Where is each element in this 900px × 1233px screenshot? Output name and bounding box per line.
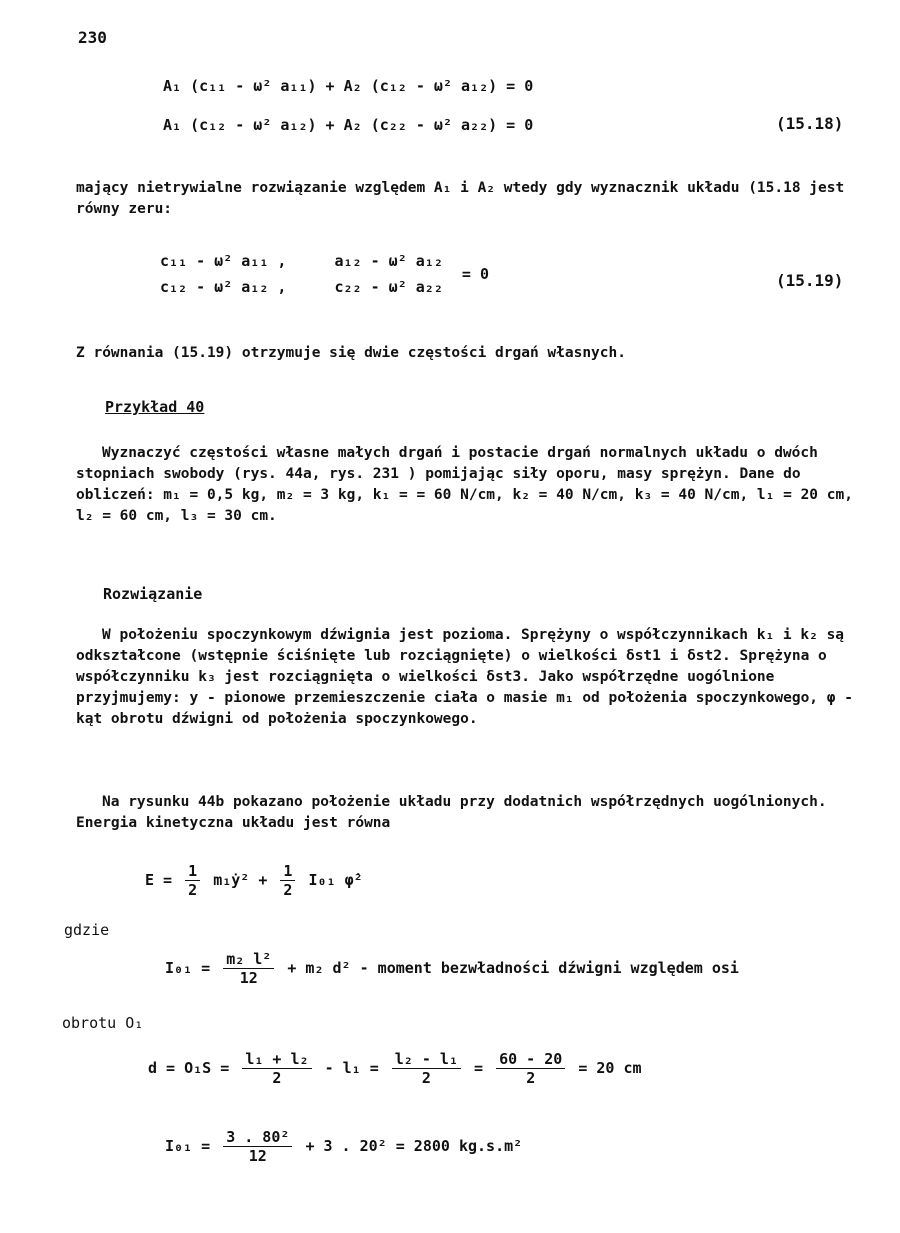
equation-inertia-value [165,1128,522,1165]
energy-term-2: I₀₁ φ̇² [308,871,363,889]
solution-paragraph-2 [76,792,856,834]
inertia-lhs: I₀₁ = [165,959,211,977]
energy-lhs: E = [145,871,173,889]
solution-paragraph-2-text: Na rysunku 44b pokazano położenie układu przy dodatnich współrzędnych uogólnionych. Energia kinetyczna układu jest równa [76,794,827,831]
fraction-numerator: 1 [280,862,295,881]
equation-number-15-19: (15.19) [776,271,844,290]
fraction-denominator: 2 [188,881,198,899]
paragraph-determinant-condition: mający nietrywialne rozwiązanie względem A₁ i A₂ wtedy gdy wyznacznik układu (15.18 jest równy zeru: [76,180,845,217]
fraction-one-half [185,862,200,899]
fraction-numerator: l₂ - l₁ [392,1050,461,1069]
fraction-numerator: l₁ + l₂ [242,1050,311,1069]
solution-paragraph-1-text: W położeniu spoczynkowym dźwignia jest pozioma. Sprężyny o współczynnikach k₁ i k₂ są odkształcone (wstępnie ściśnięte lub rozciągnięte) o wielkości δst1 i δst2. Sprężyna o współczynniku k₃ jest rozciągnięta o wielkości δst3. Jako współrzędne uogólnione przyjmujemy: y - pionowe przemieszczenie ciała o masie m₁ od położenia spoczynkowego, φ - kąt obrotu dźwigni od położenia spoczynkowego. [76,627,853,727]
equation-15-19 [160,248,489,300]
equation-number-15-18: (15.18) [776,114,844,133]
energy-term-1: m₁ẏ² + [213,871,268,889]
inertia-value-lhs: I₀₁ = [165,1137,211,1155]
equation-15-18-line-1: A₁ (c₁₁ - ω² a₁₁) + A₂ (c₁₂ - ω² a₁₂) = 0 [163,77,534,95]
determinant-rhs: = 0 [461,265,489,283]
solution-heading: Rozwiązanie [103,585,203,603]
paragraph-two-frequencies: Z równania (15.19) otrzymuje się dwie częstości drgań własnych. [76,345,626,361]
fraction-l2-minus-l1 [392,1050,461,1087]
fraction-denominator: 12 [239,969,258,987]
determinant-column-2 [335,248,443,300]
fraction-denominator: 12 [248,1147,267,1165]
fraction-60-minus-20 [496,1050,565,1087]
equation-moment-of-inertia [165,950,739,987]
page-number: 230 [78,28,107,47]
fraction-denominator: 2 [421,1069,431,1087]
equation-distance-d [148,1050,642,1087]
example-problem-text [76,443,856,527]
fraction-one-half [280,862,295,899]
d-result: = 20 cm [578,1059,642,1077]
determinant-cell: c₁₁ - ω² a₁₁ , [160,252,287,270]
determinant-column-1 [160,248,286,300]
word-gdzie: gdzie [64,921,110,939]
example-problem-paragraph: Wyznaczyć częstości własne małych drgań i postacie drgań normalnych układu o dwóch stopniach swobody (rys. 44a, rys. 231 ) pomijając siły oporu, masy sprężyn. Dane do obliczeń: m₁ = 0,5 kg, m₂ = 3 kg, k₁ = = 60 N/cm, k₂ = 40 N/cm, k₃ = 40 N/cm, l₁ = 20 cm, l₂ = 60 cm, l₃ = 30 cm. [76,445,853,524]
fraction-numerator: m₂ l² [223,950,274,969]
example-heading: Przykład 40 [105,398,205,416]
equation-15-18-line-2: A₁ (c₁₂ - ω² a₁₂) + A₂ (c₂₂ - ω² a₂₂) = 0 [163,116,534,134]
fraction-denominator: 2 [526,1069,536,1087]
equation-kinetic-energy [145,862,363,899]
determinant-cell: a₁₂ - ω² a₁₂ [334,252,443,270]
solution-paragraph-1 [76,625,856,730]
fraction-denominator: 2 [272,1069,282,1087]
fraction-3-80sq-over-12 [223,1128,292,1165]
fraction-numerator: 60 - 20 [496,1050,565,1069]
fraction-denominator: 2 [283,881,293,899]
inertia-value-rest: + 3 . 20² = 2800 kg.s.m² [305,1137,523,1155]
fraction-numerator: 1 [185,862,200,881]
determinant-cell: c₂₂ - ω² a₂₂ [334,278,443,296]
fraction-m2-l2-over-12 [223,950,274,987]
text-obrotu: obrotu O₁ [62,1014,144,1032]
d-equals: = [474,1059,484,1077]
fraction-numerator: 3 . 80² [223,1128,292,1147]
d-middle: - l₁ = [324,1059,379,1077]
fraction-l1-plus-l2 [242,1050,311,1087]
determinant-cell: c₁₂ - ω² a₁₂ , [160,278,287,296]
d-lhs: d = O₁S = [148,1059,230,1077]
inertia-rest: + m₂ d² - moment bezwładności dźwigni względem osi [287,959,739,977]
